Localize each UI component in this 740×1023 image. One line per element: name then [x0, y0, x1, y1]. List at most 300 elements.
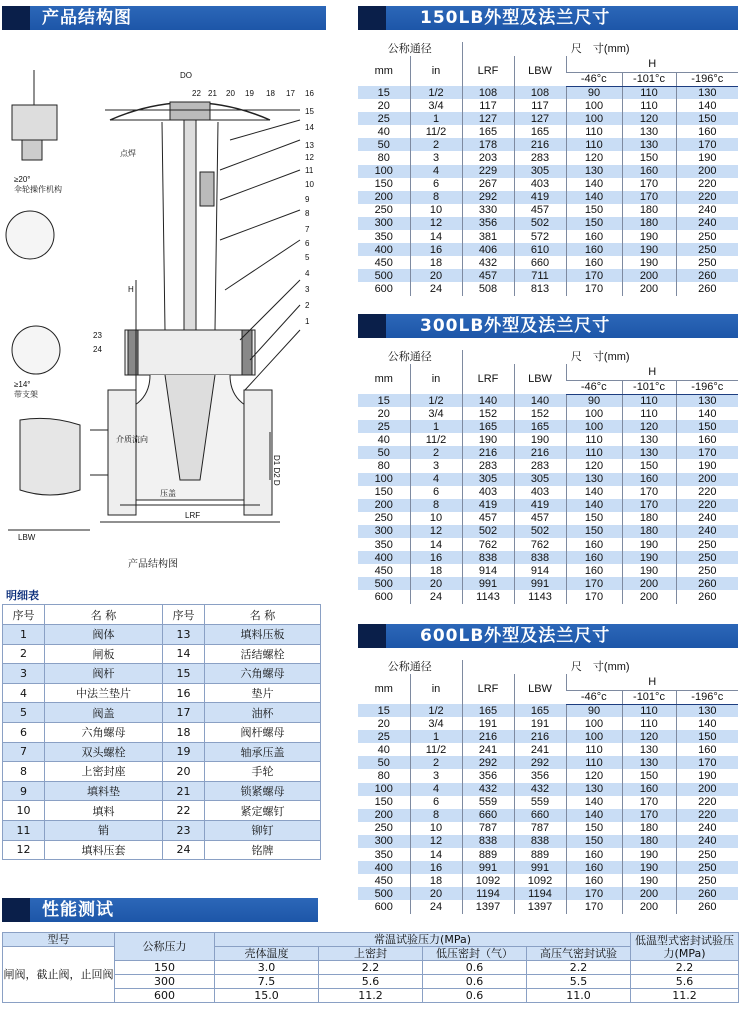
dim-cell: 250	[676, 848, 738, 861]
dim-cell: 8	[410, 499, 462, 512]
dim-cell: 419	[514, 499, 566, 512]
dim-cell: 220	[676, 809, 738, 822]
parts-cell: 六角螺母	[205, 664, 321, 684]
dim-cell: 140	[462, 394, 514, 407]
dim-cell: 110	[566, 433, 622, 446]
performance-header-row-1	[3, 933, 739, 947]
right-num-1: 1	[305, 317, 310, 326]
parts-row	[3, 683, 321, 703]
dim-cell: 165	[514, 704, 566, 717]
parts-cell: 填料垫	[45, 781, 163, 801]
performance-cell: 15.0	[215, 989, 319, 1003]
dim-cell: 500	[358, 887, 410, 900]
dim-cell: 170	[566, 269, 622, 282]
lb300-tbody	[358, 350, 738, 604]
dim-cell: 190	[676, 459, 738, 472]
dim-cell: 130	[566, 783, 622, 796]
parts-cell: 垫片	[205, 683, 321, 703]
dim-cell: 190	[622, 538, 676, 551]
dim-cell: 203	[462, 151, 514, 164]
dim-cell: 200	[358, 499, 410, 512]
dim-cell: 16	[410, 243, 462, 256]
performance-cell: 0.6	[423, 961, 527, 975]
dim-cell: 200	[622, 900, 676, 913]
perf-sub-upper-seal: 上密封	[319, 947, 423, 961]
dim-row	[358, 151, 738, 164]
dim-cell: 160	[566, 243, 622, 256]
top-num-18: 18	[266, 89, 275, 98]
dim-cell: 20	[410, 269, 462, 282]
dim-cell: 100	[358, 783, 410, 796]
dim-cell: 108	[462, 86, 514, 99]
dim-row	[358, 243, 738, 256]
dim-cell: 200	[622, 282, 676, 295]
dim-cell: 100	[566, 717, 622, 730]
dim-cell: 4	[410, 473, 462, 486]
parts-cell: 填料	[45, 801, 163, 821]
dim-cell: 40	[358, 743, 410, 756]
dim-cell: 190	[622, 848, 676, 861]
dim-cell: 110	[622, 407, 676, 420]
dim-cell: 24	[410, 590, 462, 603]
dim-row	[358, 874, 738, 887]
dim-cell: 160	[622, 783, 676, 796]
parts-row	[3, 722, 321, 742]
lb600-header-mm: mm	[358, 674, 410, 704]
note-angle14: ≥14°	[14, 380, 31, 389]
parts-cell: 21	[163, 781, 205, 801]
dim-cell: 130	[622, 756, 676, 769]
dim-cell: 250	[358, 822, 410, 835]
lb300-header-row-2	[358, 364, 738, 380]
dim-cell: 1092	[462, 874, 514, 887]
parts-cell: 16	[163, 683, 205, 703]
dim-cell: 130	[676, 86, 738, 99]
performance-cell: 5.6	[631, 975, 739, 989]
parts-header-row	[3, 605, 321, 625]
dim-cell: 200	[676, 473, 738, 486]
dim-cell: 991	[514, 577, 566, 590]
dim-cell: 120	[566, 151, 622, 164]
right-num-2: 2	[305, 301, 310, 310]
dim-cell: 100	[358, 473, 410, 486]
dim-cell: 140	[676, 99, 738, 112]
dim-cell: 152	[514, 407, 566, 420]
dim-cell: 150	[358, 486, 410, 499]
dim-cell: 165	[462, 704, 514, 717]
lb600-header-h: H	[566, 674, 738, 690]
dim-cell: 762	[462, 538, 514, 551]
lb600-heading: 600LB外型及法兰尺寸	[420, 626, 611, 646]
dim-cell: 356	[514, 769, 566, 782]
dim-cell: 50	[358, 138, 410, 151]
left-num-23: 23	[93, 331, 102, 340]
dim-row	[358, 538, 738, 551]
dim-cell: 15	[358, 394, 410, 407]
label-do: DO	[180, 71, 192, 80]
dim-row	[358, 178, 738, 191]
lb600-header-lbw: LBW	[514, 674, 566, 704]
dim-row	[358, 446, 738, 459]
dim-cell: 292	[462, 191, 514, 204]
dim-cell: 400	[358, 551, 410, 564]
dim-cell: 14	[410, 230, 462, 243]
dim-cell: 150	[358, 796, 410, 809]
dim-row	[358, 848, 738, 861]
top-num-17: 17	[286, 89, 295, 98]
performance-cell: 0.6	[423, 975, 527, 989]
dim-cell: 216	[514, 730, 566, 743]
dim-cell: 3/4	[410, 99, 462, 112]
performance-cell: 2.2	[631, 961, 739, 975]
dim-cell: 11/2	[410, 433, 462, 446]
performance-cell: 11.0	[527, 989, 631, 1003]
dim-row	[358, 420, 738, 433]
parts-row	[3, 644, 321, 664]
dim-cell: 100	[566, 112, 622, 125]
dim-cell: 260	[676, 900, 738, 913]
parts-list-title: 明细表	[6, 589, 39, 602]
parts-cell: 锁紧螺母	[205, 781, 321, 801]
dim-cell: 24	[410, 900, 462, 913]
dim-cell: 110	[566, 125, 622, 138]
dim-cell: 1143	[514, 590, 566, 603]
label-lrf: LRF	[185, 511, 201, 520]
label-lbw: LBW	[18, 533, 36, 542]
dim-cell: 190	[622, 230, 676, 243]
dim-cell: 502	[514, 217, 566, 230]
dim-cell: 220	[676, 191, 738, 204]
parts-cell: 紧定螺钉	[205, 801, 321, 821]
performance-table	[2, 932, 739, 1003]
dim-cell: 110	[566, 756, 622, 769]
dim-cell: 20	[410, 887, 462, 900]
dim-cell: 170	[676, 446, 738, 459]
dim-cell: 150	[622, 769, 676, 782]
dim-cell: 260	[676, 887, 738, 900]
dim-cell: 250	[358, 512, 410, 525]
parts-cell: 阀杆螺母	[205, 722, 321, 742]
dim-row	[358, 769, 738, 782]
dim-cell: 200	[622, 269, 676, 282]
dim-cell: 457	[514, 204, 566, 217]
parts-row	[3, 781, 321, 801]
dim-cell: 241	[514, 743, 566, 756]
top-num-16: 16	[305, 89, 314, 98]
lb150-header-t2: -101°c	[622, 72, 676, 86]
dim-cell: 559	[514, 796, 566, 809]
lb600-heading-bar	[358, 624, 738, 648]
dim-cell: 15	[358, 704, 410, 717]
dim-cell: 110	[566, 446, 622, 459]
dim-cell: 572	[514, 230, 566, 243]
dim-cell: 559	[462, 796, 514, 809]
dim-cell: 250	[676, 230, 738, 243]
dim-cell: 267	[462, 178, 514, 191]
right-num-13: 13	[305, 141, 314, 150]
dim-cell: 117	[514, 99, 566, 112]
dim-cell: 190	[622, 256, 676, 269]
dim-cell: 152	[462, 407, 514, 420]
dim-cell: 130	[622, 446, 676, 459]
dim-cell: 150	[566, 512, 622, 525]
dim-cell: 130	[622, 125, 676, 138]
dim-cell: 18	[410, 564, 462, 577]
dim-cell: 170	[566, 900, 622, 913]
parts-row	[3, 840, 321, 860]
dim-row	[358, 499, 738, 512]
perf-normal-label: 常温试验压力(MPa)	[215, 933, 631, 947]
lb150-header-row-1	[358, 42, 738, 56]
dim-row	[358, 433, 738, 446]
dim-row	[358, 459, 738, 472]
note-ring: 压盖	[160, 489, 176, 498]
parts-table	[2, 604, 321, 860]
parts-cell: 15	[163, 664, 205, 684]
dim-cell: 140	[514, 394, 566, 407]
dim-row	[358, 125, 738, 138]
dim-cell: 502	[462, 525, 514, 538]
dim-cell: 216	[514, 138, 566, 151]
dim-cell: 190	[676, 151, 738, 164]
lb300-header-t1: -46°c	[566, 380, 622, 394]
dim-cell: 180	[622, 512, 676, 525]
dim-cell: 220	[676, 178, 738, 191]
dim-cell: 283	[514, 459, 566, 472]
dim-cell: 25	[358, 112, 410, 125]
lb600-header-row-2	[358, 674, 738, 690]
dim-cell: 150	[566, 204, 622, 217]
dim-cell: 110	[622, 717, 676, 730]
dim-cell: 180	[622, 835, 676, 848]
dim-cell: 165	[462, 420, 514, 433]
dim-cell: 813	[514, 282, 566, 295]
dim-cell: 350	[358, 538, 410, 551]
dim-cell: 170	[622, 499, 676, 512]
dim-row	[358, 809, 738, 822]
dim-cell: 170	[622, 191, 676, 204]
lb600-header-lrf: LRF	[462, 674, 514, 704]
dim-cell: 180	[622, 217, 676, 230]
lb150-header-row-2	[358, 56, 738, 72]
performance-heading-bar	[2, 898, 318, 922]
note-flow: 介质流向	[116, 435, 148, 444]
note-gear: 伞轮操作机构	[14, 185, 62, 194]
dim-cell: 216	[462, 446, 514, 459]
dim-cell: 787	[514, 822, 566, 835]
parts-row	[3, 625, 321, 645]
parts-cell: 24	[163, 840, 205, 860]
right-num-11: 11	[305, 166, 314, 175]
lb600-table	[358, 660, 738, 914]
dim-cell: 991	[514, 861, 566, 874]
lb150-table	[358, 42, 738, 296]
dim-cell: 178	[462, 138, 514, 151]
dim-row	[358, 269, 738, 282]
dim-cell: 3	[410, 459, 462, 472]
right-num-4: 4	[305, 269, 310, 278]
dim-cell: 450	[358, 256, 410, 269]
dim-cell: 140	[566, 178, 622, 191]
dim-cell: 250	[358, 204, 410, 217]
dim-cell: 165	[514, 125, 566, 138]
dim-cell: 160	[566, 848, 622, 861]
heading-square	[2, 6, 30, 30]
dim-cell: 2	[410, 138, 462, 151]
dim-cell: 991	[462, 577, 514, 590]
dim-cell: 110	[566, 138, 622, 151]
parts-cell: 18	[163, 722, 205, 742]
dim-cell: 432	[462, 783, 514, 796]
dim-cell: 216	[462, 730, 514, 743]
dim-cell: 140	[566, 499, 622, 512]
dim-cell: 240	[676, 835, 738, 848]
dim-cell: 889	[462, 848, 514, 861]
parts-row	[3, 703, 321, 723]
performance-cell: 11.2	[319, 989, 423, 1003]
dim-row	[358, 590, 738, 603]
parts-cell: 双头螺栓	[45, 742, 163, 762]
dim-cell: 191	[514, 717, 566, 730]
note-support: 带支架	[14, 390, 38, 399]
dim-cell: 200	[358, 191, 410, 204]
dim-row	[358, 717, 738, 730]
lb300-header-row-1	[358, 350, 738, 364]
dim-cell: 108	[514, 86, 566, 99]
dim-cell: 80	[358, 459, 410, 472]
dim-cell: 400	[358, 243, 410, 256]
parts-cell: 8	[3, 762, 45, 782]
lb300-header-h: H	[566, 364, 738, 380]
dim-cell: 305	[514, 165, 566, 178]
dim-row	[358, 743, 738, 756]
lb150-header-in: in	[410, 56, 462, 86]
lb300-table	[358, 350, 738, 604]
dim-cell: 12	[410, 217, 462, 230]
dim-cell: 1	[410, 420, 462, 433]
dim-cell: 1	[410, 730, 462, 743]
dim-cell: 241	[462, 743, 514, 756]
lb150-tbody	[358, 42, 738, 296]
lb300-header-lrf: LRF	[462, 364, 514, 394]
dim-cell: 120	[566, 459, 622, 472]
lb150-header-lrf: LRF	[462, 56, 514, 86]
dim-cell: 200	[622, 577, 676, 590]
dim-cell: 14	[410, 538, 462, 551]
performance-cell: 0.6	[423, 989, 527, 1003]
dim-cell: 240	[676, 512, 738, 525]
lb150-header-size: 尺 寸(mm)	[462, 42, 738, 56]
dim-cell: 170	[566, 887, 622, 900]
dim-cell: 150	[566, 835, 622, 848]
parts-header-name-right: 名 称	[205, 605, 321, 625]
dim-cell: 6	[410, 178, 462, 191]
dim-row	[358, 486, 738, 499]
dim-cell: 356	[462, 217, 514, 230]
dim-cell: 250	[676, 551, 738, 564]
dim-cell: 500	[358, 269, 410, 282]
dim-cell: 220	[676, 796, 738, 809]
dim-cell: 140	[566, 486, 622, 499]
lb600-header-t2: -101°c	[622, 690, 676, 704]
parts-cell: 阀盖	[45, 703, 163, 723]
dim-cell: 80	[358, 769, 410, 782]
dim-cell: 356	[462, 769, 514, 782]
dim-cell: 16	[410, 551, 462, 564]
dim-cell: 120	[566, 769, 622, 782]
dim-cell: 150	[622, 151, 676, 164]
dim-cell: 20	[358, 407, 410, 420]
dim-cell: 229	[462, 165, 514, 178]
perf-sub-high-gas: 高压气密封试验	[527, 947, 631, 961]
dim-cell: 220	[676, 486, 738, 499]
dim-cell: 419	[514, 191, 566, 204]
right-num-14: 14	[305, 123, 314, 132]
top-num-19: 19	[245, 89, 254, 98]
dim-cell: 240	[676, 822, 738, 835]
dim-cell: 1143	[462, 590, 514, 603]
dim-cell: 8	[410, 809, 462, 822]
performance-header-row-2	[3, 947, 739, 961]
dim-cell: 18	[410, 256, 462, 269]
dim-cell: 170	[622, 796, 676, 809]
right-num-15: 15	[305, 107, 314, 116]
parts-cell: 13	[163, 625, 205, 645]
dim-cell: 432	[462, 256, 514, 269]
dim-row	[358, 204, 738, 217]
dim-cell: 190	[462, 433, 514, 446]
dim-cell: 10	[410, 204, 462, 217]
dim-row	[358, 796, 738, 809]
dim-cell: 110	[622, 86, 676, 99]
dim-cell: 150	[566, 822, 622, 835]
dim-cell: 90	[566, 704, 622, 717]
dim-cell: 200	[676, 783, 738, 796]
dim-row	[358, 282, 738, 295]
dim-cell: 130	[676, 704, 738, 717]
dim-cell: 3	[410, 151, 462, 164]
dim-cell: 300	[358, 217, 410, 230]
dim-cell: 250	[676, 256, 738, 269]
performance-cell: 5.5	[527, 975, 631, 989]
parts-cell: 6	[3, 722, 45, 742]
parts-cell: 20	[163, 762, 205, 782]
dim-cell: 120	[622, 420, 676, 433]
dim-cell: 25	[358, 420, 410, 433]
lb150-heading: 150LB外型及法兰尺寸	[420, 8, 611, 28]
lb150-header-t3: -196°c	[676, 72, 738, 86]
dim-cell: 170	[566, 577, 622, 590]
dim-cell: 350	[358, 848, 410, 861]
dim-cell: 170	[622, 486, 676, 499]
dim-cell: 250	[676, 564, 738, 577]
dim-row	[358, 99, 738, 112]
lb600-tbody	[358, 660, 738, 914]
dim-cell: 16	[410, 861, 462, 874]
parts-row	[3, 664, 321, 684]
dim-cell: 180	[622, 822, 676, 835]
dim-cell: 20	[410, 577, 462, 590]
dim-cell: 1	[410, 112, 462, 125]
dim-cell: 100	[566, 730, 622, 743]
dim-cell: 610	[514, 243, 566, 256]
perf-pressure-label: 公称压力	[115, 933, 215, 961]
dim-cell: 100	[566, 99, 622, 112]
dim-cell: 838	[514, 835, 566, 848]
parts-cell: 上密封座	[45, 762, 163, 782]
dim-cell: 6	[410, 486, 462, 499]
dim-cell: 160	[566, 874, 622, 887]
